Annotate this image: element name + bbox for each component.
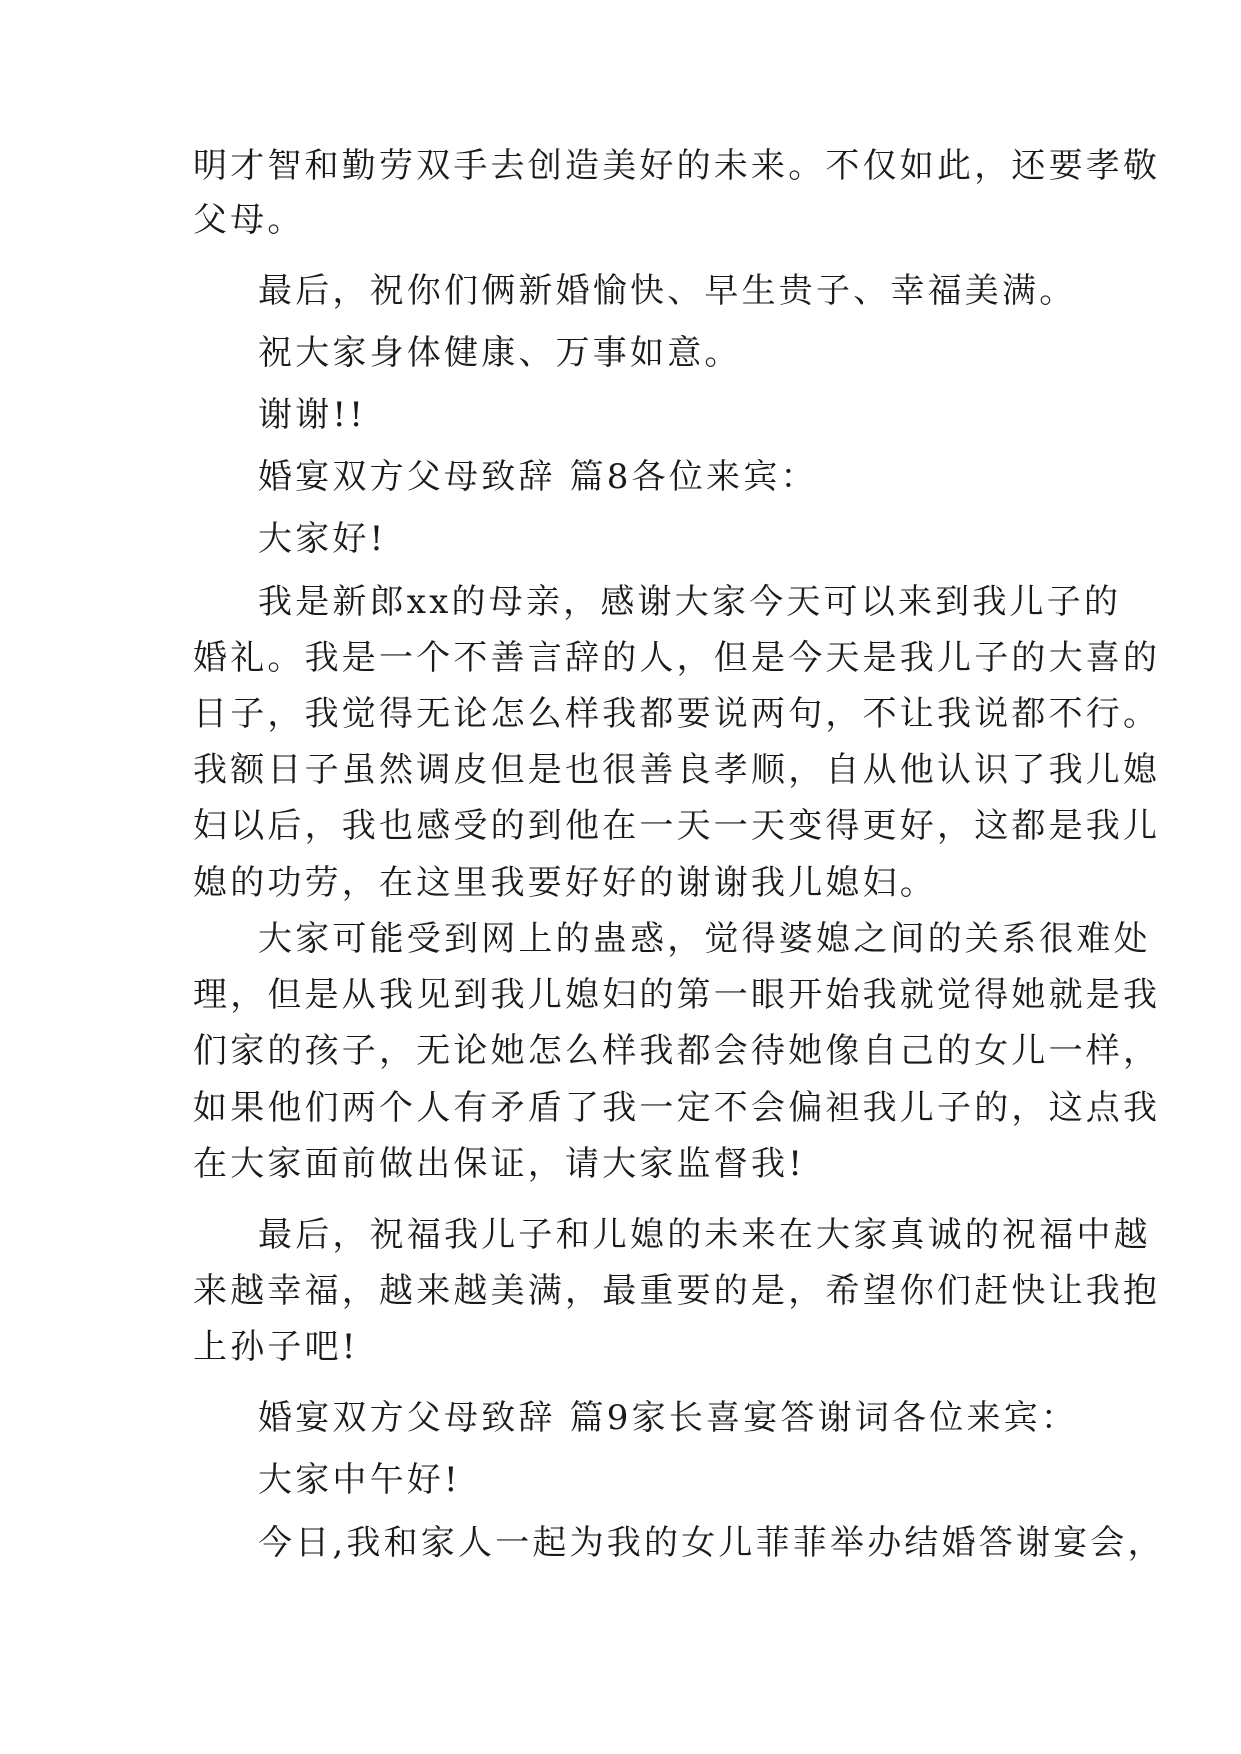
text-line: 来越幸福，越来越美满，最重要的是，希望你们赶快让我抱 (193, 1271, 1161, 1311)
text-line: 媳的功劳，在这里我要好好的谢谢我儿媳妇。 (193, 863, 937, 903)
text-line: 我额日子虽然调皮但是也很善良孝顺，自从他认识了我儿媳 (193, 750, 1161, 790)
text-line: 谢谢!! (258, 395, 367, 435)
text-line: 们家的孩子，无论她怎么样我都会待她像自己的女儿一样， (193, 1031, 1161, 1071)
text-line: 婚礼。我是一个不善言辞的人，但是今天是我儿子的大喜的 (193, 638, 1161, 678)
text-line: 最后，祝福我儿子和儿媳的未来在大家真诚的祝福中越 (258, 1215, 1151, 1255)
section-heading: 婚宴双方父母致辞 篇9家长喜宴答谢词各位来宾： (258, 1398, 1079, 1438)
text-line: 今日,我和家人一起为我的女儿菲菲举办结婚答谢宴会， (258, 1523, 1165, 1563)
text-line: 妇以后，我也感受的到他在一天一天变得更好，这都是我儿 (193, 806, 1161, 846)
text-line: 大家好! (258, 519, 387, 559)
text-line: 我是新郎xx的母亲，感谢大家今天可以来到我儿子的 (258, 582, 1122, 622)
text-line: 理，但是从我见到我儿媳妇的第一眼开始我就觉得她就是我 (193, 975, 1161, 1015)
section-heading: 婚宴双方父母致辞 篇8各位来宾： (258, 457, 818, 497)
text-line: 祝大家身体健康、万事如意。 (258, 333, 742, 373)
text-line: 最后，祝你们俩新婚愉快、早生贵子、幸福美满。 (258, 271, 1077, 311)
text-line: 明才智和勤劳双手去创造美好的未来。不仅如此，还要孝敬 (193, 146, 1161, 186)
text-line: 上孙子吧! (193, 1327, 359, 1367)
text-line: 父母。 (193, 200, 305, 240)
text-line: 大家可能受到网上的蛊惑，觉得婆媳之间的关系很难处 (258, 919, 1151, 959)
text-line: 在大家面前做出保证，请大家监督我! (193, 1144, 806, 1184)
text-line: 大家中午好! (258, 1460, 461, 1500)
text-line: 日子，我觉得无论怎么样我都要说两句，不让我说都不行。 (193, 694, 1161, 734)
text-line: 如果他们两个人有矛盾了我一定不会偏袒我儿子的，这点我 (193, 1088, 1161, 1128)
